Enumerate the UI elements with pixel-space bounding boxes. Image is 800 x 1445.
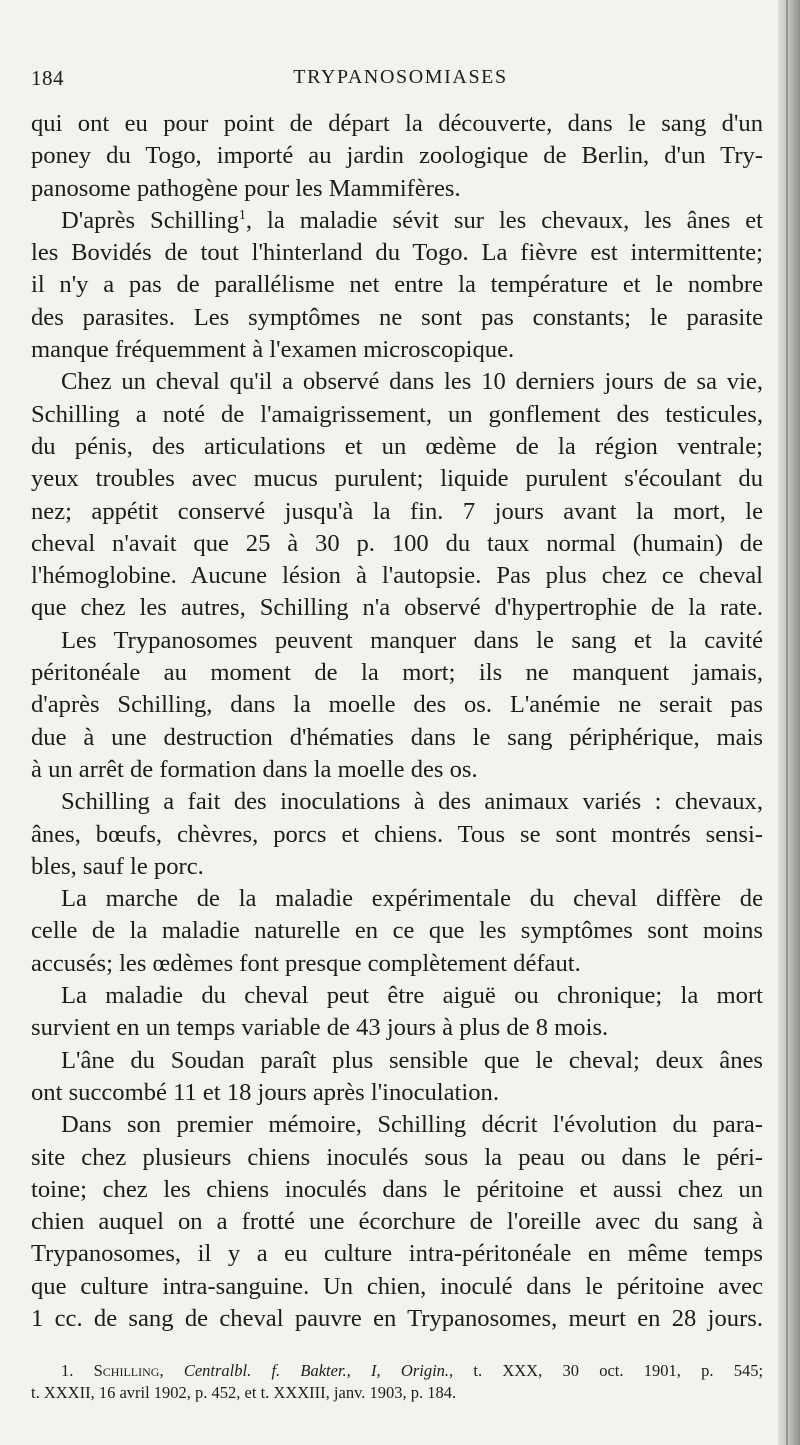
text-line: chien auquel on a frotté une écorchure de l'oreille avec du sang à xyxy=(31,1208,763,1236)
text-line: Dans son premier mémoire, Schilling décrit l'évolution du para- xyxy=(61,1111,763,1139)
text-line: survient en un temps variable de 43 jours à plus de 8 mois. xyxy=(31,1014,609,1042)
page-edge-shadow xyxy=(778,0,800,1445)
text-line: panosome pathogène pour les Mammifères. xyxy=(31,174,461,202)
text-line: Les Trypanosomes peuvent manquer dans le sang et la cavité xyxy=(61,626,763,654)
text-line: Schilling a noté de l'amaigrissement, un gonflement des testicules, xyxy=(31,400,763,428)
text-line xyxy=(31,205,763,237)
text-line: La maladie du cheval peut être aiguë ou chronique; la mort xyxy=(61,982,763,1010)
footnotes xyxy=(31,1360,763,1404)
text-line: des parasites. Les symptômes ne sont pas constants; le parasite xyxy=(31,303,763,331)
footnote-line: t. XXXII, 16 avril 1902, p. 452, et t. XXXIII, janv. 1903, p. 184. xyxy=(31,1383,457,1402)
text-line: Trypanosomes, il y a eu culture intra-péritonéale en même temps xyxy=(31,1240,763,1268)
running-title: TRYPANOSOMIASES xyxy=(293,66,508,88)
text-line: accusés; les œdèmes font presque complètement défaut. xyxy=(31,949,581,977)
text-line: ânes, bœufs, chèvres, porcs et chiens. Tous se sont montrés sensi- xyxy=(31,820,763,848)
text-line: L'âne du Soudan paraît plus sensible que le cheval; deux ânes xyxy=(61,1046,763,1074)
text-line: péritonéale au moment de la mort; ils ne manquent jamais, xyxy=(31,659,763,687)
text-line: 1 cc. de sang de cheval pauvre en Trypanosomes, meurt en 28 jours. xyxy=(31,1304,763,1332)
text-line: qui ont eu pour point de départ la découverte, dans le sang d'un xyxy=(31,110,763,137)
text-line: du pénis, des articulations et un œdème de la région ventrale; xyxy=(31,432,763,460)
text-line: l'hémoglobine. Aucune lésion à l'autopsie. Pas plus chez ce cheval xyxy=(31,562,763,590)
text-line: site chez plusieurs chiens inoculés sous la peau ou dans le péri- xyxy=(31,1143,763,1171)
text-line: il n'y a pas de parallélisme net entre la température et le nombre xyxy=(31,271,763,299)
text-line: à un arrêt de formation dans la moelle des os. xyxy=(31,755,478,783)
text-line: celle de la maladie naturelle en ce que les symptômes sont moins xyxy=(31,917,763,945)
page-header xyxy=(31,66,770,96)
text-line: cheval n'avait que 25 à 30 p. 100 du taux normal (humain) de xyxy=(31,529,763,557)
text-line: que culture intra-sanguine. Un chien, inoculé dans le péritoine avec xyxy=(31,1272,763,1300)
text-line: d'après Schilling, dans la moelle des os. L'anémie ne serait pas xyxy=(31,691,763,719)
text-line: La marche de la maladie expérimentale du cheval diffère de xyxy=(61,885,763,913)
text-segment: D'après Schilling xyxy=(61,206,239,234)
text-line: toine; chez les chiens inoculés dans le péritoine et aussi chez un xyxy=(31,1175,763,1203)
text-line: bles, sauf le porc. xyxy=(31,852,204,880)
text-segment: , la maladie sévit sur les chevaux, les ânes et xyxy=(245,206,763,234)
footnote-number: 1. xyxy=(61,1361,74,1380)
body-text xyxy=(31,108,763,1335)
text-line: nez; appétit conservé jusqu'à la fin. 7 jours avant la mort, le xyxy=(31,497,763,525)
text-line: due à une destruction d'hématies dans le sang périphérique, mais xyxy=(31,723,763,751)
page-number: 184 xyxy=(31,66,64,90)
footnote-reference[interactable]: 1 xyxy=(238,207,246,223)
footnote-line xyxy=(31,1360,763,1382)
footnote-journal: Centralbl. f. Bakter., I, Origin., xyxy=(183,1361,454,1380)
text-line: manque fréquemment à l'examen microscopique. xyxy=(31,336,515,364)
text-line: Schilling a fait des inoculations à des animaux variés : chevaux, xyxy=(61,788,763,816)
footnote-author: Schilling, xyxy=(93,1361,164,1380)
footnote-text: t. XXX, 30 oct. 1901, p. 545; xyxy=(473,1361,764,1380)
text-line: Chez un cheval qu'il a observé dans les 10 derniers jours de sa vie, xyxy=(61,368,763,396)
text-line: poney du Togo, importé au jardin zoologique de Berlin, d'un Try- xyxy=(31,142,763,170)
text-line: que chez les autres, Schilling n'a observé d'hypertrophie de la rate. xyxy=(31,594,763,622)
text-line: les Bovidés de tout l'hinterland du Togo. La fièvre est intermittente; xyxy=(31,239,763,267)
text-line: yeux troubles avec mucus purulent; liquide purulent s'écoulant du xyxy=(31,465,763,493)
text-line: ont succombé 11 et 18 jours après l'inoculation. xyxy=(31,1078,499,1106)
